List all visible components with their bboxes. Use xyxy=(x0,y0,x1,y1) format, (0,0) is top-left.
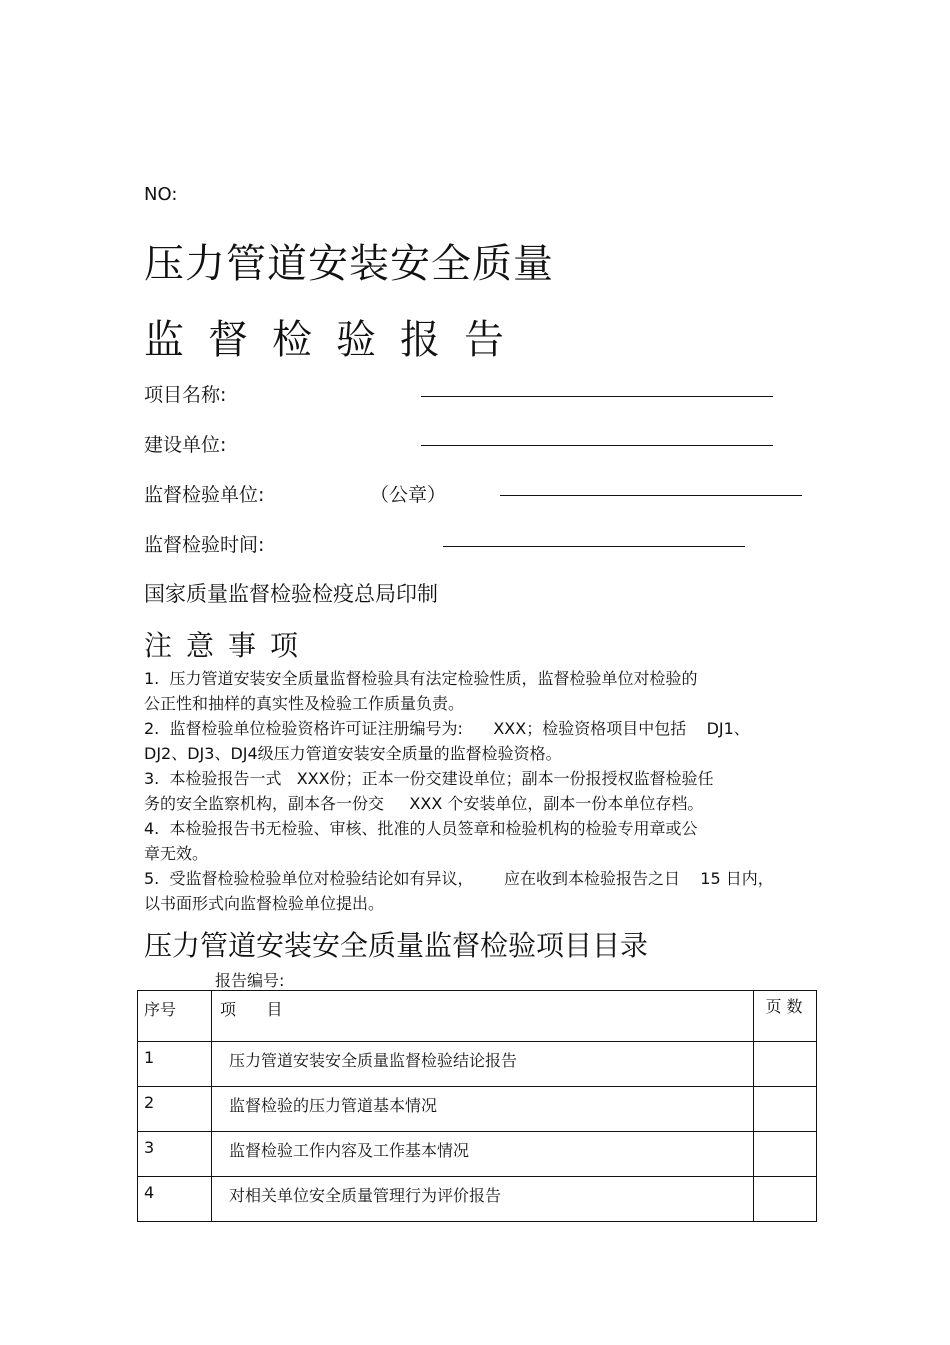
report-title-line1: 压力管道安装安全质量 xyxy=(144,241,554,287)
report-title-line2: 监督检验报告 xyxy=(144,317,528,363)
row-pages xyxy=(754,1087,817,1132)
table-row xyxy=(138,1042,817,1087)
construction-unit-label: 建设单位: xyxy=(144,434,227,456)
row-pages xyxy=(754,1177,817,1222)
catalog-table xyxy=(137,990,817,1222)
inspection-unit-line xyxy=(500,495,802,496)
row-pages xyxy=(754,1042,817,1087)
row-seq: 3 xyxy=(138,1132,212,1177)
publisher: 国家质量监督检验检疫总局印制 xyxy=(144,582,438,606)
report-number-label: 报告编号: xyxy=(215,971,285,990)
table-row xyxy=(138,1087,817,1132)
table-header-row xyxy=(138,991,817,1042)
seal-note: （公章） xyxy=(370,484,447,506)
row-item: 监督检验的压力管道基本情况 xyxy=(212,1087,754,1132)
header-pages: 页 数 xyxy=(754,991,817,1042)
project-name-line xyxy=(421,396,773,397)
notes-list xyxy=(144,666,824,916)
note-item: 4. 本检验报告书无检验、审核、批准的人员签章和检验机构的检验专用章或公 章无效。 xyxy=(144,819,698,863)
row-item: 监督检验工作内容及工作基本情况 xyxy=(212,1132,754,1177)
notes-title: 注意事项 xyxy=(144,629,313,662)
note-item: 5. 受监督检验检验单位对检验结论如有异议， 应在收到本检验报告之日 15 日内， 以书面形式向监督检验单位提出。 xyxy=(144,869,774,913)
row-seq: 1 xyxy=(138,1042,212,1087)
project-name-label: 项目名称: xyxy=(144,384,227,406)
table-row xyxy=(138,1132,817,1177)
row-item: 压力管道安装安全质量监督检验结论报告 xyxy=(212,1042,754,1087)
catalog-title: 压力管道安装安全质量监督检验项目目录 xyxy=(144,929,649,962)
document-number-label: NO: xyxy=(144,184,178,205)
inspection-unit-label: 监督检验单位: xyxy=(144,484,265,506)
header-item: 项 目 xyxy=(212,991,754,1042)
construction-unit-line xyxy=(421,445,773,446)
row-pages xyxy=(754,1132,817,1177)
header-seq: 序号 xyxy=(138,991,212,1042)
inspection-time-label: 监督检验时间: xyxy=(144,534,265,556)
table-row xyxy=(138,1177,817,1222)
row-seq: 4 xyxy=(138,1177,212,1222)
note-item: 2. 监督检验单位检验资格许可证注册编号为: XXX；检验资格项目中包括 DJ1、 DJ2、DJ3、DJ4级压力管道安装安全质量的监督检验资格。 xyxy=(144,719,750,763)
row-seq: 2 xyxy=(138,1087,212,1132)
inspection-time-line xyxy=(443,546,745,547)
note-item: 3. 本检验报告一式 XXX份；正本一份交建设单位；副本一份报授权监督检验任 务的安全监察机构，副本各一份交 XXX 个安装单位，副本一份本单位存档。 xyxy=(144,769,714,813)
row-item: 对相关单位安全质量管理行为评价报告 xyxy=(212,1177,754,1222)
note-item: 1. 压力管道安装安全质量监督检验具有法定检验性质，监督检验单位对检验的 公正性和抽样的真实性及检验工作质量负责。 xyxy=(144,669,698,713)
